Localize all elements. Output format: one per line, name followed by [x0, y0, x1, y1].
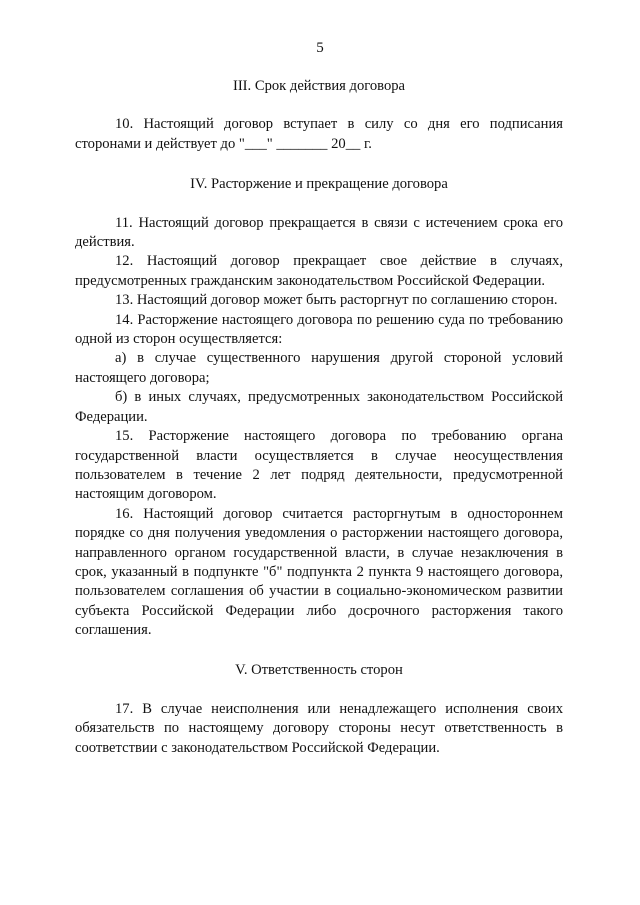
paragraph-14-b: б) в иных случаях, предусмотренных законодательством Российской Федерации.	[75, 389, 563, 425]
paragraph-11: 11. Настоящий договор прекращается в связи с истечением срока его действия.	[75, 214, 563, 251]
section-heading-liability: V. Ответственность сторон	[235, 661, 403, 678]
paragraph-13: 13. Настоящий договор может быть расторгнут по соглашению сторон.	[115, 292, 558, 309]
paragraph-17: 17. В случае неисполнения или ненадлежащего исполнения своих обязательств по настоящему договору стороны несут ответственность в соответствии с законодательством Российской Федерации.	[75, 700, 563, 756]
section-heading-term: III. Срок действия договора	[232, 78, 406, 94]
page-number: 5	[316, 40, 324, 56]
paragraph-12: 12. Настоящий договор прекращает свое действие в случаях, предусмотренных гражданским законодательством Российской Федерации.	[75, 253, 563, 289]
paragraph-10: 10. Настоящий договор вступает в силу со дня его подписания сторонами и действует до "___" _______ 20__ г.	[75, 116, 563, 152]
section-heading-termination: IV. Расторжение и прекращение договора	[190, 176, 448, 193]
paragraph-14: 14. Расторжение настоящего договора по решению суда по требованию одной из сторон осуществляется:	[75, 311, 563, 348]
paragraph-15: 15. Расторжение настоящего договора по требованию органа государственной власти осуществляется в случае неосуществления пользователем в течение 2 лет подряд деятельности, предусмотренной настоящим договором.	[75, 428, 563, 503]
paragraph-16: 16. Настоящий договор считается расторгнутым в одностороннем порядке со дня получения уведомления о расторжении настоящего договора, направленного органом государственной власти, в случае незаключения в срок, указанный в подпункте "б" подпункта 2 пункта 9 настоящего договора, пользователем соглашения об участии в социально-экономическом развитии субъекта Российской Федерации либо досрочного расторжения такого соглашения.	[75, 505, 563, 639]
document-body	[75, 77, 563, 758]
paragraph-14-a: а) в случае существенного нарушения другой стороной условий настоящего договора;	[75, 350, 563, 386]
